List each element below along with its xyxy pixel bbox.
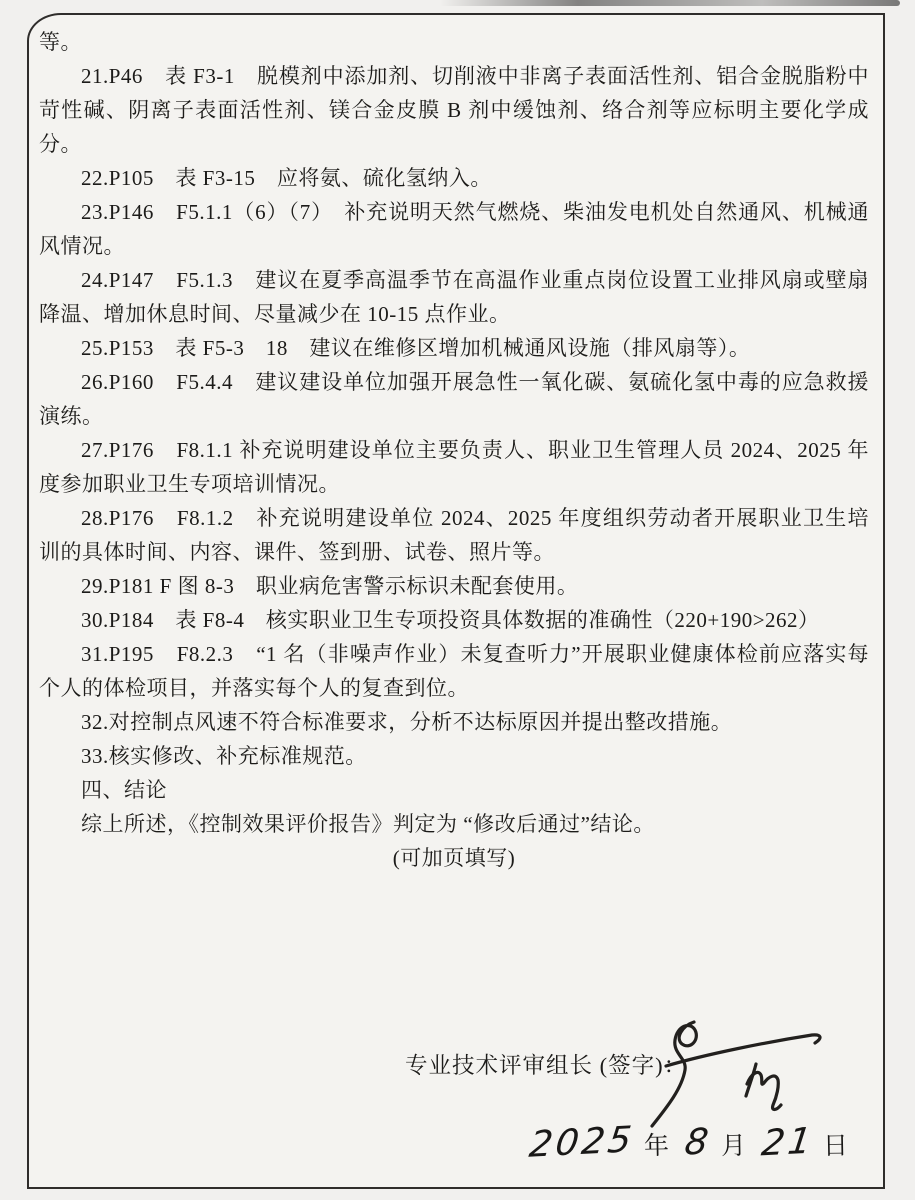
list-item: 31.P195 F8.2.3 “1 名（非噪声作业）未复查听力”开展职业健康体检前应落实每个人的体检项目，并落实每个人的复查到位。 (39, 642, 869, 700)
date-year-unit: 年 (643, 1132, 669, 1161)
date-year-handwritten: 2025 (527, 1119, 637, 1166)
continuation-line: 等。 (39, 30, 82, 54)
list-item: 22.P105 表 F3-15 应将氨、硫化氢纳入。 (81, 166, 492, 190)
signature-label: 专业技术评审组长 (签字)： (405, 1053, 688, 1078)
list-item: 33.核实修改、补充标准规范。 (81, 744, 367, 768)
page-note: (可加页填写) (392, 846, 516, 870)
date-month-handwritten: 8 (682, 1121, 714, 1164)
date-day-handwritten: 21 (758, 1120, 817, 1165)
conclusion-heading: 四、结论 (81, 778, 167, 802)
list-item: 24.P147 F5.1.3 建议在夏季高温季节在高温作业重点岗位设置工业排风扇或壁扇降温、增加休息时间、尽量减少在 10-15 点作业。 (39, 268, 869, 326)
list-item: 27.P176 F8.1.1 补充说明建设单位主要负责人、职业卫生管理人员 2024、2025 年度参加职业卫生专项培训情况。 (39, 438, 869, 496)
conclusion-text: 综上所述，《控制效果评价报告》判定为 “修改后通过”结论。 (81, 812, 655, 836)
list-item: 29.P181 F 图 8-3 职业病危害警示标识未配套使用。 (81, 574, 579, 598)
scan-artifact (440, 0, 900, 6)
list-item: 28.P176 F8.1.2 补充说明建设单位 2024、2025 年度组织劳动者开展职业卫生培训的具体时间、内容、课件、签到册、试卷、照片等。 (39, 506, 869, 564)
list-item: 23.P146 F5.1.1（6）（7） 补充说明天然气燃烧、柴油发电机处自然通风、机械通风情况。 (39, 200, 869, 258)
document-body (39, 25, 869, 875)
date-day-unit: 日 (823, 1132, 849, 1161)
list-item: 26.P160 F5.4.4 建议建设单位加强开展急性一氧化碳、氨硫化氢中毒的应急救援演练。 (39, 370, 869, 428)
list-item: 21.P46 表 F3-1 脱模剂中添加剂、切削液中非离子表面活性剂、铝合金脱脂粉中苛性碱、阴离子表面活性剂、镁合金皮膜 B 剂中缓蚀剂、络合剂等应标明主要化学成分。 (39, 64, 869, 156)
signature-handwriting (632, 1008, 827, 1133)
date-month-unit: 月 (720, 1132, 746, 1161)
list-item: 32.对控制点风速不符合标准要求，分析不达标原因并提出整改措施。 (81, 710, 733, 734)
list-item: 25.P153 表 F5-3 18 建议在维修区增加机械通风设施（排风扇等）。 (81, 336, 751, 360)
list-item: 30.P184 表 F8-4 核实职业卫生专项投资具体数据的准确性（220+190>262） (81, 608, 820, 632)
date-line (527, 1119, 858, 1166)
